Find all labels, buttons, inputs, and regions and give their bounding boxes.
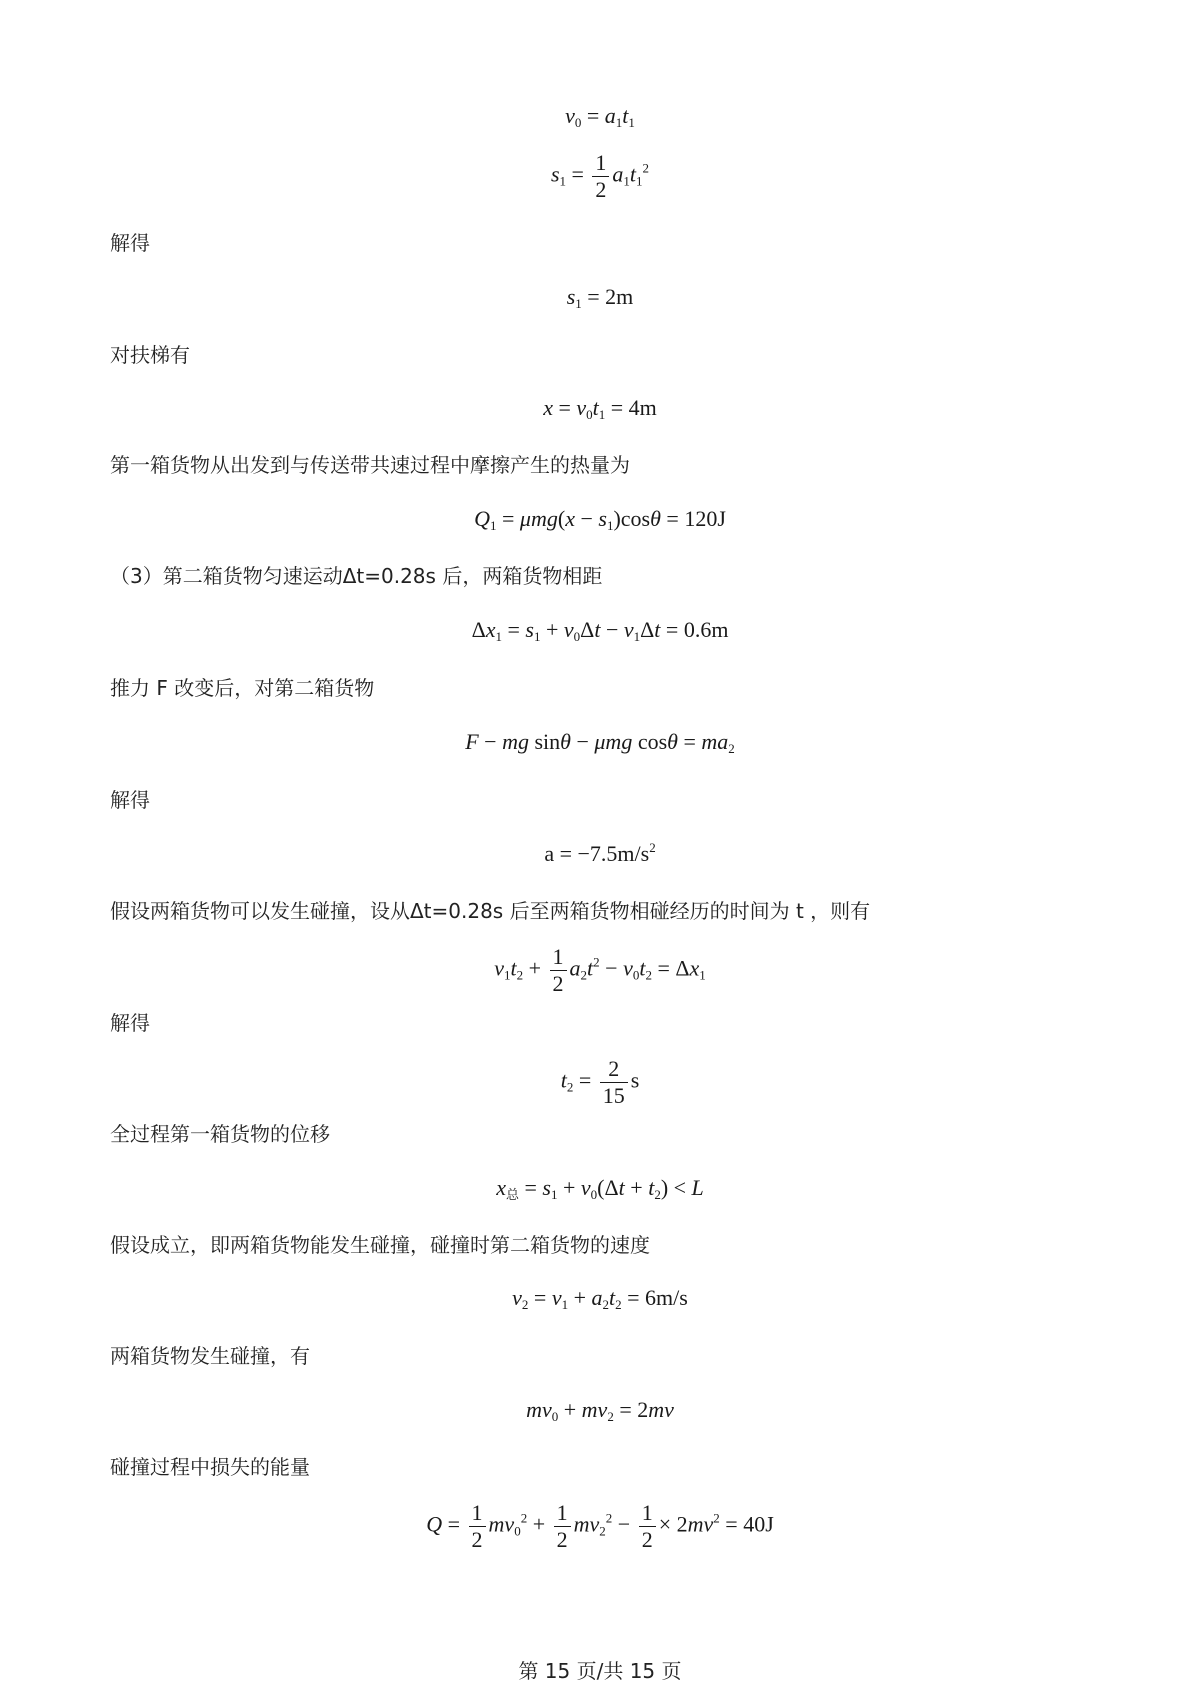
equation-s1-result: $s_1 = 2m$ bbox=[566, 284, 634, 311]
text-futi: 对扶梯有 bbox=[110, 343, 190, 367]
equation-force: F − mg sinθ − μmg $\cos\theta = ma_2$ bbox=[465, 729, 735, 756]
text-energy-loss: 碰撞过程中损失的能量 bbox=[110, 1455, 310, 1479]
text-heat-intro: 第一箱货物从出发到与传送带共速过程中摩擦产生的热量为 bbox=[110, 453, 630, 477]
equation-dx1: $\Delta x_1 = s_1 + v_0\Delta t - v_1\Delta t = 0.6m$ bbox=[471, 617, 729, 644]
text-jiede-2: 解得 bbox=[110, 788, 150, 812]
equation-a: $a = -7.5m/s^2$ bbox=[544, 840, 656, 866]
equation-energy: Q = $\frac{1}{2}$ $mv_0^2$ + $\frac{1}{2}$ $mv_2^2$ − $\frac{1}{2}$ × $2mv^2 = 40J$ bbox=[426, 1500, 774, 1552]
equation-collision-time: $v_1t_2$ + $\frac{1}{2}$ $a_2t^2 - v_0t_2 = \Delta x_1$ bbox=[494, 944, 706, 996]
equation-x-total: $x_总 = s_1 + v_0(\Delta t + t_2) < L$ bbox=[496, 1175, 704, 1202]
text-jiede-1: 解得 bbox=[110, 231, 150, 255]
equation-t2: $t_2$ = $\frac{2}{15}$ s bbox=[560, 1056, 640, 1108]
equation-s1: $s_1$ = $\frac{1}{2}$ $a_1t_1^2$ bbox=[550, 150, 650, 202]
equation-v2: $v_2 = v_1 + a_2t_2 = 6m/s$ bbox=[512, 1285, 688, 1312]
equation-q1: $Q_1 = \mu mg(x - s_1)\cos\theta = 120J$ bbox=[474, 506, 726, 533]
text-displacement: 全过程第一箱货物的位移 bbox=[110, 1122, 330, 1146]
text-force-change: 推力 F 改变后，对第二箱货物 bbox=[110, 676, 375, 700]
equation-v0: $v_0 = a_1t_1$ bbox=[565, 103, 635, 130]
equation-momentum: $mv_0 + mv_2 = 2mv$ bbox=[526, 1397, 674, 1424]
page-footer: 第 15 页/共 15 页 bbox=[518, 1659, 682, 1683]
equation-x: $x = v_0t_1 = 4m$ bbox=[543, 395, 657, 422]
text-jiede-3: 解得 bbox=[110, 1011, 150, 1035]
text-assume: 假设两箱货物可以发生碰撞，设从Δt=0.28s 后至两箱货物相碰经历的时间为 t ，则有 bbox=[110, 899, 871, 923]
text-assume-ok: 假设成立，即两箱货物能发生碰撞，碰撞时第二箱货物的速度 bbox=[110, 1233, 650, 1257]
text-collide: 两箱货物发生碰撞，有 bbox=[110, 1344, 310, 1368]
text-part3: （3）第二箱货物匀速运动Δt=0.28s 后，两箱货物相距 bbox=[110, 564, 603, 588]
